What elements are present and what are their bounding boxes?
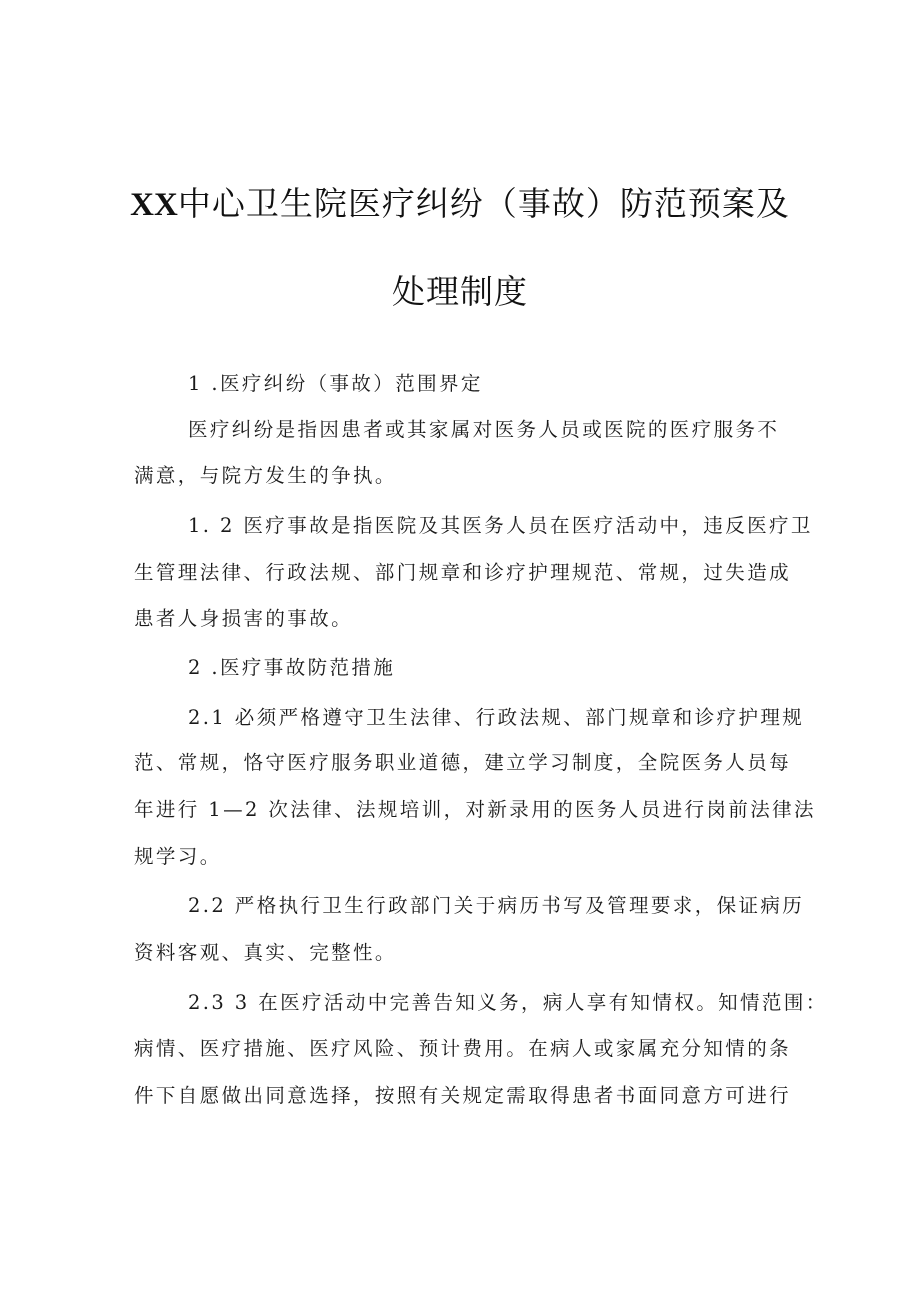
paragraph-line: 满意，与院方发生的争执。 — [134, 464, 397, 487]
title-prefix: XX — [130, 187, 178, 223]
paragraph-line: 资料客观、真实、完整性。 — [134, 941, 397, 964]
paragraph-line: 生管理法律、行政法规、部门规章和诊疗护理规范、常规，过失造成 — [134, 561, 792, 584]
paragraph-line: 规学习。 — [134, 845, 222, 868]
paragraph-line: 病情、医疗措施、医疗风险、预计费用。在病人或家属充分知情的条 — [134, 1037, 792, 1060]
document-title-line-1 — [120, 178, 800, 225]
paragraph-line: 1. 2 医疗事故是指医院及其医务人员在医疗活动中，违反医疗卫 — [188, 514, 813, 537]
paragraph-line: 医疗纠纷是指因患者或其家属对医务人员或医院的医疗服务不 — [188, 418, 780, 441]
document-title-line-2: 处理制度 — [392, 272, 528, 311]
paragraph-line: 件下自愿做出同意选择，按照有关规定需取得患者书面同意方可进行 — [134, 1084, 792, 1107]
paragraph-line: 2.2 严格执行卫生行政部门关于病历书写及管理要求，保证病历 — [188, 894, 805, 917]
paragraph-line: 2.3 3 在医疗活动中完善告知义务，病人享有知情权。知情范围： — [188, 991, 828, 1014]
section-heading-2: 2 .医疗事故防范措施 — [188, 656, 396, 679]
paragraph-line: 年进行 1—2 次法律、法规培训，对新录用的医务人员进行岗前法律法 — [134, 798, 816, 821]
paragraph-line: 2.1 必须严格遵守卫生法律、行政法规、部门规章和诊疗护理规 — [188, 706, 805, 729]
title-text: 中心卫生院医疗纠纷（事故）防范预案及 — [177, 184, 790, 223]
paragraph-line: 范、常规，恪守医疗服务职业道德，建立学习制度，全院医务人员每 — [134, 751, 792, 774]
paragraph-line: 患者人身损害的事故。 — [134, 607, 354, 630]
section-heading-1: 1 .医疗纠纷（事故）范围界定 — [188, 372, 483, 395]
